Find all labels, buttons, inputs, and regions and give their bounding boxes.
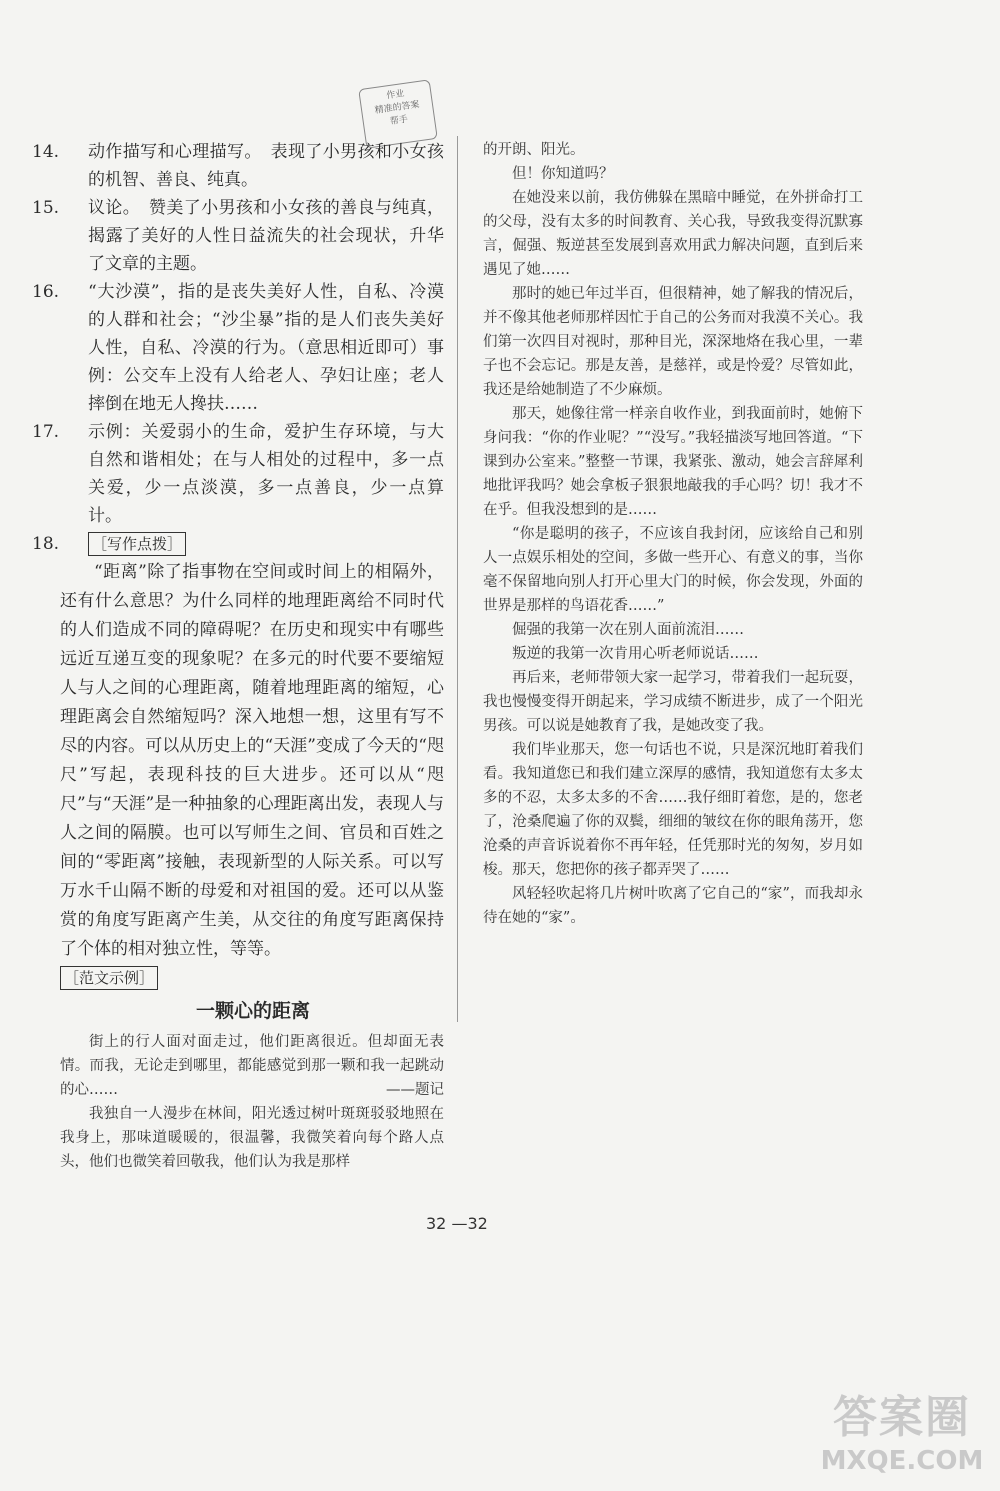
question-number: 15.	[32, 198, 60, 218]
site-watermark-logo	[812, 1392, 992, 1484]
essay-right-part	[483, 138, 863, 930]
essay-paragraph: 倔强的我第一次在别人面前流泪……	[512, 622, 744, 638]
right-column	[483, 138, 863, 930]
question-number: 14.	[32, 142, 60, 162]
watermark-domain: MXQE.COM	[820, 1446, 984, 1476]
question-number: 17.	[32, 422, 60, 442]
essay-paragraph: 再后来，老师带领大家一起学习，带着我们一起玩耍，我也慢慢变得开朗起来，学习成绩不断进步，成了一个阳光男孩。可以说是她教育了我，是她改变了我。	[483, 670, 863, 734]
sample-essay-tag: ［范文示例］	[60, 966, 158, 990]
essay-left-part	[32, 1030, 444, 1174]
question-14	[32, 138, 444, 194]
essay-paragraph: 但！你知道吗？	[512, 166, 614, 182]
question-number: 16.	[32, 282, 60, 302]
watermark-logo-text: 答案圈	[833, 1392, 971, 1443]
essay-epigraph: 街上的行人面对面走过，他们距离很近。但却面无表情。而我，无论走到哪里，都能感觉到那一颗和我一起跳动的心……	[60, 1034, 444, 1098]
question-17	[32, 418, 444, 530]
essay-paragraph: “你是聪明的孩子，不应该自我封闭，应该给自己和别人一点娱乐相处的空间，多做一些开心、有意义的事，当你毫不保留地向别人打开心里大门的时候，你会发现，外面的世界是那样的鸟语花香……”	[483, 526, 863, 614]
question-answer: “大沙漠”，指的是丧失美好人性，自私、冷漠的人群和社会；“沙尘暴”指的是人们丧失美好人性，自私、冷漠的行为。（意思相近即可）事例：公交车上没有人给老人、孕妇让座；老人摔倒在地无人搀扶……	[88, 282, 444, 414]
essay-paragraph: 我独自一人漫步在林间，阳光透过树叶斑斑驳驳地照在我身上，那味道暖暖的，很温馨，我微笑着向每个路人点头，他们也微笑着回敬我，他们认为我是那样	[60, 1106, 444, 1170]
left-column	[32, 138, 444, 1174]
essay-paragraph: 的开朗、阳光。	[483, 142, 585, 158]
writing-tip-body: “距离”除了指事物在空间或时间上的相隔外，还有什么意思？为什么同样的地理距离给不同时代的人们造成不同的障碍呢？在历史和现实中有哪些远近互递互变的现象呢？在多元的时代要不要缩短人与人之间的心理距离，随着地理距离的缩短，心理距离会自然缩短吗？深入地想一想，这里有写不尽的内容。可以从历史上的“天涯”变成了今天的“咫尺”写起，表现科技的巨大进步。还可以从“咫尺”与“天涯”是一种抽象的心理距离出发，表现人与人之间的隔膜。也可以写师生之间、官员和百姓之间的“零距离”接触，表现新型的人际关系。可以写万水千山隔不断的母爱和对祖国的爱。还可以从鉴赏的角度写距离产生美，从交往的角度写距离保持了个体的相对独立性，等等。	[60, 562, 444, 959]
essay-paragraph: 叛逆的我第一次肯用心听老师说话……	[512, 646, 759, 662]
essay-paragraph: 我们毕业那天，您一句话也不说，只是深沉地盯着我们看。我知道您已和我们建立深厚的感情，我知道您有太多太多的不忍，太多太多的不舍……我仔细盯着您，是的，您老了，沧桑爬遍了你的双鬓，细细的皱纹在你的眼角荡开，您沧桑的声音诉说着你不再年轻，任凭那时光的匆匆，岁月如梭。那天，您把你的孩子都弄哭了……	[483, 742, 863, 878]
question-15	[32, 194, 444, 278]
essay-paragraph: 那时的她已年过半百，但很精神，她了解我的情况后，并不像其他老师那样因忙于自己的公务而对我漠不关心。我们第一次四目对视时，那种目光，深深地烙在我心里，一辈子也不会忘记。那是友善，是慈祥，或是怜爱？尽管如此，我还是给她制造了不少麻烦。	[483, 286, 863, 398]
essay-paragraph: 那天，她像往常一样亲自收作业，到我面前时，她俯下身问我：“你的作业呢？”“没写。”我轻描淡写地回答道。“下课到办公室来。”整整一节课，我紧张、激动，她会言辞犀利地批评我吗？她会拿板子狠狠地敲我的手心吗？切！我才不在乎。但我没想到的是……	[483, 406, 863, 518]
essay-paragraph: 在她没来以前，我仿佛躲在黑暗中睡觉，在外拼命打工的父母，没有太多的时间教育、关心我，导致我变得沉默寡言，倔强、叛逆甚至发展到喜欢用武力解决问题，直到后来遇见了她……	[483, 190, 863, 278]
question-answer: 动作描写和心理描写。 表现了小男孩和小女孩的机智、善良、纯真。	[88, 142, 444, 190]
stamp-line-1: 作业	[385, 88, 405, 102]
question-answer: 示例：关爱弱小的生命，爱护生存环境，与大自然和谐相处；在与人相处的过程中，多一点关爱，少一点淡漠，多一点善良，少一点算计。	[88, 422, 444, 526]
question-number: 18.	[32, 534, 60, 554]
essay-epigraph-signature: ——题记	[386, 1082, 444, 1098]
question-16	[32, 278, 444, 418]
stamp-line-2: 精准的答案	[374, 99, 421, 117]
essay-title: 一颗心的距离	[195, 1000, 310, 1022]
question-answer: 议论。 赞美了小男孩和小女孩的善良与纯真，揭露了美好的人性日益流失的社会现状，升华了文章的主题。	[88, 198, 444, 274]
column-divider	[457, 136, 458, 1022]
essay-paragraph: 风轻轻吹起将几片树叶吹离了它自己的“家”，而我却永待在她的“家”。	[483, 886, 863, 926]
stamp-line-3: 帮手	[389, 114, 409, 128]
writing-tip-tag: ［写作点拨］	[88, 532, 186, 556]
page-number: 32 —32	[426, 1214, 488, 1233]
question-18	[32, 530, 444, 558]
